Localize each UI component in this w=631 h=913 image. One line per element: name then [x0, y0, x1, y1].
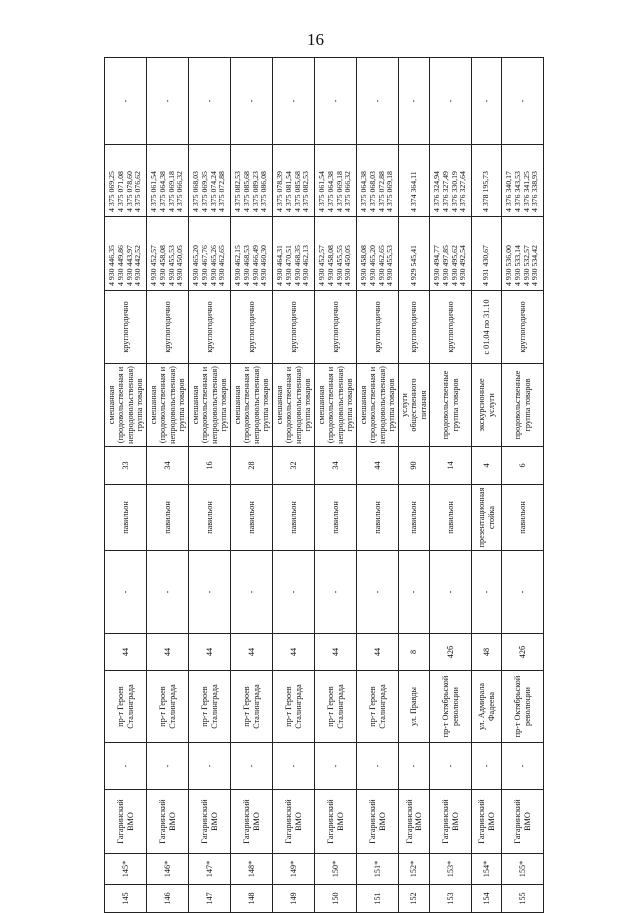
empty-cell: - [105, 58, 147, 145]
coordinate-x-cell [231, 217, 273, 291]
period-cell: круглогодично [357, 291, 399, 364]
street-cell: пр-т Героев Сталинграда [357, 671, 399, 743]
object-type-cell: павильон [430, 485, 472, 551]
district-cell: Гагаринский ВМО [273, 790, 315, 854]
coordinate-y-value: 4 375 089,23 [250, 171, 260, 212]
house-number-cell: 44 [147, 634, 189, 671]
coordinate-y-value: 4 376 330,19 [449, 171, 459, 212]
coordinate-x-value: 4 930 460,30 [259, 245, 269, 286]
coordinate-x-cell [273, 217, 315, 291]
coordinate-x-value: 4 930 495,62 [449, 245, 459, 286]
place-id-cell: 155* [502, 854, 544, 885]
coordinate-x-cell [357, 217, 399, 291]
district-cell: Гагаринский ВМО [472, 790, 502, 854]
specialization-cell: смешанная (продовольственная и непродовольственная) группа товаров [273, 364, 315, 447]
row-number-cell: 145 [105, 885, 147, 913]
coordinate-x-cell [315, 217, 357, 291]
area-cell: 34 [147, 447, 189, 485]
house-number-cell: 44 [231, 634, 273, 671]
row-number-cell: 146 [147, 885, 189, 913]
area-cell: 32 [273, 447, 315, 485]
coordinate-x-value: 4 930 494,77 [432, 245, 442, 286]
empty-cell: - [472, 58, 502, 145]
coordinate-y-value: 4 375 074,24 [208, 171, 218, 212]
table-row [105, 58, 147, 913]
coordinate-y-value: 4 375 066,32 [343, 171, 353, 212]
place-id-cell: 151* [357, 854, 399, 885]
area-cell: 14 [430, 447, 472, 485]
area-cell: 4 [472, 447, 502, 485]
area-cell: 16 [189, 447, 231, 485]
coordinate-x-value: 4 930 450,05 [175, 245, 185, 286]
empty-cell: - [189, 58, 231, 145]
object-type-cell: павильон [357, 485, 399, 551]
object-type-cell: павильон [231, 485, 273, 551]
empty-cell: - [105, 551, 147, 634]
coordinate-x-value: 4 930 533,14 [513, 245, 523, 286]
street-cell: ул. Адмирала Фадеева [472, 671, 502, 743]
street-cell: пр-т Октябрьской революции [430, 671, 472, 743]
district-cell: Гагаринский ВМО [189, 790, 231, 854]
specialization-cell: смешанная (продовольственная и непродовольственная) группа товаров [231, 364, 273, 447]
coordinate-x-value: 4 930 462,65 [376, 245, 386, 286]
row-number-cell: 154 [472, 885, 502, 913]
coordinate-y-value: 4 376 340,17 [504, 171, 514, 212]
district-cell: Гагаринский ВМО [147, 790, 189, 854]
specialization-cell: продовольственные группа товаров [430, 364, 472, 447]
coordinate-y-cell [147, 145, 189, 217]
row-number-cell: 155 [502, 885, 544, 913]
district-cell: Гагаринский ВМО [105, 790, 147, 854]
coordinate-x-cell [105, 217, 147, 291]
empty-cell: - [472, 551, 502, 634]
coordinate-y-value: 4 375 085,68 [241, 171, 251, 212]
house-number-cell: 44 [105, 634, 147, 671]
coordinate-x-value: 4 930 467,76 [199, 245, 209, 286]
district-cell: Гагаринский ВМО [430, 790, 472, 854]
area-cell: 34 [315, 447, 357, 485]
coordinate-y-value: 4 376 341,25 [521, 171, 531, 212]
place-id-cell: 154* [472, 854, 502, 885]
empty-cell: - [357, 58, 399, 145]
place-id-cell: 150* [315, 854, 357, 885]
place-id-cell: 145* [105, 854, 147, 885]
coordinate-y-value: 4 375 069,18 [385, 171, 395, 212]
table-row [147, 58, 189, 913]
empty-cell: - [273, 743, 315, 790]
coordinate-y-value: 4 375 076,62 [133, 171, 143, 212]
coordinate-y-cell [105, 145, 147, 217]
coordinate-y-value: 4 375 078,60 [124, 171, 134, 212]
coordinate-y-value: 4 375 069,18 [166, 171, 176, 212]
empty-cell: - [315, 551, 357, 634]
empty-cell: - [105, 743, 147, 790]
coordinate-x-cell [399, 217, 430, 291]
specialization-cell: экскурсионные услуги [472, 364, 502, 447]
district-cell: Гагаринский ВМО [399, 790, 430, 854]
house-number-cell: 44 [315, 634, 357, 671]
coordinate-x-value: 4 930 468,53 [241, 245, 251, 286]
district-cell: Гагаринский ВМО [231, 790, 273, 854]
table-row [399, 58, 430, 913]
empty-cell: - [430, 743, 472, 790]
street-cell: пр-т Октябрьской революции [502, 671, 544, 743]
house-number-cell: 44 [273, 634, 315, 671]
coordinate-x-value: 4 930 492,54 [458, 245, 468, 286]
coordinate-y-value: 4 375 068,03 [191, 171, 201, 212]
specialization-cell: смешанная (продовольственная и непродовольственная) группа товаров [357, 364, 399, 447]
coordinate-y-value: 4 375 069,35 [199, 171, 209, 212]
coordinate-x-value: 4 930 462,15 [233, 245, 243, 286]
coordinate-x-value: 4 930 462,13 [301, 245, 311, 286]
row-number-cell: 147 [189, 885, 231, 913]
empty-cell: - [430, 551, 472, 634]
coordinate-y-cell [472, 145, 502, 217]
place-id-cell: 146* [147, 854, 189, 885]
area-cell: 6 [502, 447, 544, 485]
empty-cell: - [189, 743, 231, 790]
street-cell: пр-т Героев Сталинграда [231, 671, 273, 743]
period-cell: с 01.04 по 31.10 [472, 291, 502, 364]
specialization-cell: смешанная (продовольственная и непродовольственная) группа товаров [189, 364, 231, 447]
coordinate-y-value: 4 375 068,03 [367, 171, 377, 212]
coordinate-y-value: 4 375 085,68 [292, 171, 302, 212]
district-cell: Гагаринский ВМО [315, 790, 357, 854]
coordinate-y-value: 4 376 327,49 [441, 171, 451, 212]
district-cell: Гагаринский ВМО [502, 790, 544, 854]
coordinate-x-cell [147, 217, 189, 291]
coordinate-y-cell [357, 145, 399, 217]
coordinate-x-value: 4 930 465,20 [191, 245, 201, 286]
coordinate-y-cell [273, 145, 315, 217]
period-cell: круглогодично [502, 291, 544, 364]
place-id-cell: 147* [189, 854, 231, 885]
coordinate-x-value: 4 930 452,57 [317, 245, 327, 286]
period-cell: круглогодично [189, 291, 231, 364]
coordinate-x-value: 4 930 446,35 [107, 245, 117, 286]
coordinate-x-value: 4 929 545,41 [408, 245, 418, 286]
place-id-cell: 152* [399, 854, 430, 885]
coordinate-y-cell [399, 145, 430, 217]
coordinate-x-value: 4 930 455,55 [334, 245, 344, 286]
empty-cell: - [399, 551, 430, 634]
coordinate-x-value: 4 930 458,08 [359, 245, 369, 286]
coordinate-x-value: 4 930 497,85 [441, 245, 451, 286]
empty-cell: - [273, 551, 315, 634]
row-number-cell: 151 [357, 885, 399, 913]
empty-cell: - [231, 551, 273, 634]
period-cell: круглогодично [315, 291, 357, 364]
table-row [430, 58, 472, 913]
empty-cell: - [399, 743, 430, 790]
period-cell: круглогодично [105, 291, 147, 364]
coordinate-x-value: 4 930 455,53 [166, 245, 176, 286]
coordinate-y-cell [315, 145, 357, 217]
coordinate-y-value: 4 376 343,53 [513, 171, 523, 212]
coordinate-x-cell [430, 217, 472, 291]
area-cell: 44 [357, 447, 399, 485]
coordinate-y-value: 4 375 069,18 [334, 171, 344, 212]
coordinate-y-value: 4 375 081,54 [283, 171, 293, 212]
coordinate-y-value: 4 375 066,32 [175, 171, 185, 212]
table-row [273, 58, 315, 913]
coordinate-x-cell [189, 217, 231, 291]
coordinate-y-value: 4 375 064,38 [157, 171, 167, 212]
coordinate-y-value: 4 375 064,38 [359, 171, 369, 212]
object-type-cell: павильон [147, 485, 189, 551]
period-cell: круглогодично [231, 291, 273, 364]
place-id-cell: 149* [273, 854, 315, 885]
specialization-cell: продовольственные группа товаров [502, 364, 544, 447]
row-number-cell: 150 [315, 885, 357, 913]
object-type-cell: павильон [273, 485, 315, 551]
empty-cell: - [430, 58, 472, 145]
rotated-table-container [104, 58, 540, 913]
area-cell: 33 [105, 447, 147, 485]
empty-cell: - [502, 58, 544, 145]
coordinate-x-value: 4 930 464,31 [275, 245, 285, 286]
object-type-cell: павильон [105, 485, 147, 551]
house-number-cell: 42б [430, 634, 472, 671]
coordinate-x-value: 4 930 450,05 [343, 245, 353, 286]
coordinate-y-value: 4 375 071,08 [115, 171, 125, 212]
coordinate-x-cell [472, 217, 502, 291]
coordinate-y-value: 4 375 086,08 [259, 171, 269, 212]
street-cell: пр-т Героев Сталинграда [189, 671, 231, 743]
object-type-cell: презентационная стойка [472, 485, 502, 551]
specialization-cell: смешанная (продовольственная и непродовольственная) группа товаров [315, 364, 357, 447]
coordinate-x-value: 4 930 536,00 [504, 245, 514, 286]
house-number-cell: 44 [189, 634, 231, 671]
empty-cell: - [147, 551, 189, 634]
coordinate-y-value: 4 375 069,25 [107, 171, 117, 212]
empty-cell: - [502, 551, 544, 634]
coordinate-y-value: 4 375 082,53 [301, 171, 311, 212]
empty-cell: - [231, 58, 273, 145]
coordinate-x-value: 4 930 462,65 [217, 245, 227, 286]
empty-cell: - [315, 743, 357, 790]
coordinate-y-value: 4 375 072,88 [376, 171, 386, 212]
coordinate-x-value: 4 930 455,53 [385, 245, 395, 286]
coordinate-x-value: 4 930 458,08 [157, 245, 167, 286]
area-cell: 28 [231, 447, 273, 485]
area-cell: 90 [399, 447, 430, 485]
empty-cell: - [189, 551, 231, 634]
object-type-cell: павильон [315, 485, 357, 551]
coordinate-y-value: 4 375 064,38 [325, 171, 335, 212]
coordinate-y-value: 4 375 082,53 [233, 171, 243, 212]
empty-cell: - [147, 58, 189, 145]
coordinate-y-value: 4 376 338,93 [530, 171, 540, 212]
table-row [472, 58, 502, 913]
coordinate-x-value: 4 930 465,20 [367, 245, 377, 286]
house-number-cell: 48 [472, 634, 502, 671]
table-row [231, 58, 273, 913]
coordinate-y-cell [231, 145, 273, 217]
house-number-cell: 42б [502, 634, 544, 671]
object-type-cell: павильон [189, 485, 231, 551]
row-number-cell: 149 [273, 885, 315, 913]
row-number-cell: 153 [430, 885, 472, 913]
coordinate-x-value: 4 930 452,57 [149, 245, 159, 286]
empty-cell: - [502, 743, 544, 790]
row-number-cell: 152 [399, 885, 430, 913]
street-cell: пр-т Героев Сталинграда [315, 671, 357, 743]
period-cell: круглогодично [399, 291, 430, 364]
coordinate-y-value: 4 375 061,54 [317, 171, 327, 212]
coordinate-x-value: 4 930 449,86 [115, 245, 125, 286]
period-cell: круглогодично [147, 291, 189, 364]
empty-cell: - [315, 58, 357, 145]
district-cell: Гагаринский ВМО [357, 790, 399, 854]
empty-cell: - [147, 743, 189, 790]
row-number-cell: 148 [231, 885, 273, 913]
empty-cell: - [399, 58, 430, 145]
coordinate-y-value: 4 378 195,73 [481, 171, 491, 212]
object-type-cell: павильон [502, 485, 544, 551]
coordinate-x-value: 4 930 534,42 [530, 245, 540, 286]
coordinate-x-value: 4 930 458,08 [325, 245, 335, 286]
coordinate-x-value: 4 930 466,49 [250, 245, 260, 286]
place-id-cell: 153* [430, 854, 472, 885]
coordinate-y-value: 4 376 327,64 [458, 171, 468, 212]
coordinate-y-value: 4 374 364,11 [408, 171, 418, 212]
empty-cell: - [357, 743, 399, 790]
coordinate-x-value: 4 930 443,97 [124, 245, 134, 286]
empty-cell: - [357, 551, 399, 634]
specialization-cell: смешанная (продовольственная и непродовольственная) группа товаров [105, 364, 147, 447]
coordinate-x-value: 4 930 470,51 [283, 245, 293, 286]
coordinate-x-value: 4 931 430,67 [481, 245, 491, 286]
coordinate-y-cell [430, 145, 472, 217]
empty-cell: - [273, 58, 315, 145]
coordinate-x-value: 4 930 465,26 [208, 245, 218, 286]
table-row [357, 58, 399, 913]
street-cell: пр-т Героев Сталинграда [273, 671, 315, 743]
street-cell: пр-т Героев Сталинграда [147, 671, 189, 743]
table-row [315, 58, 357, 913]
coordinate-y-cell [502, 145, 544, 217]
object-type-cell: павильон [399, 485, 430, 551]
specialization-cell: смешанная (продовольственная и непродовольственная) группа товаров [147, 364, 189, 447]
coordinate-y-value: 4 375 072,88 [217, 171, 227, 212]
coordinate-y-value: 4 375 061,54 [149, 171, 159, 212]
place-id-cell: 148* [231, 854, 273, 885]
table-row [502, 58, 544, 913]
coordinate-x-cell [502, 217, 544, 291]
table-row [189, 58, 231, 913]
street-cell: ул. Правды [399, 671, 430, 743]
coordinate-y-value: 4 375 078,39 [275, 171, 285, 212]
coordinate-y-value: 4 376 324,94 [432, 171, 442, 212]
coordinate-x-value: 4 930 468,35 [292, 245, 302, 286]
specialization-cell: услуги общественного питания [399, 364, 430, 447]
period-cell: круглогодично [273, 291, 315, 364]
coordinate-y-cell [189, 145, 231, 217]
house-number-cell: 44 [357, 634, 399, 671]
empty-cell: - [231, 743, 273, 790]
kiosk-placement-table [104, 57, 544, 913]
empty-cell: - [472, 743, 502, 790]
coordinate-x-value: 4 930 532,57 [521, 245, 531, 286]
street-cell: пр-т Героев Сталинграда [105, 671, 147, 743]
house-number-cell: 8 [399, 634, 430, 671]
period-cell: круглогодично [430, 291, 472, 364]
page-number: 16 [307, 30, 324, 49]
coordinate-x-value: 4 930 442,52 [133, 245, 143, 286]
table-body [105, 58, 544, 913]
